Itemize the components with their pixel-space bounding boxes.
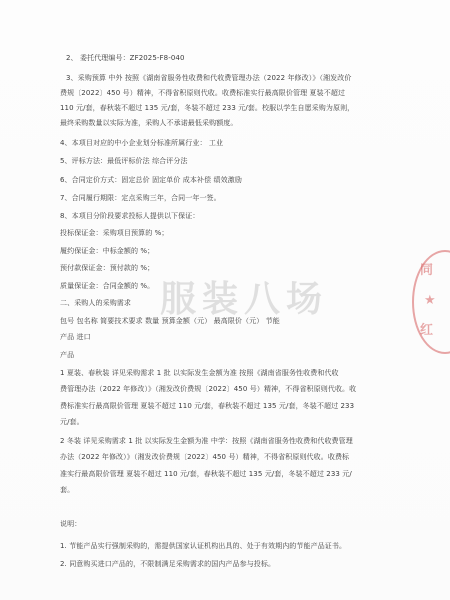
doc-line-advance-bond: 预付款保证金：预付款的 %；: [60, 264, 155, 272]
doc-row1-line-1: 1 夏装、春秋装 详见采购需求 1 批 以实际发生金额为准 按照《湖南省服务性收费和代收: [60, 369, 339, 377]
doc-row2-line-1: 2 冬装 详见采购需求 1 批 以实际发生金额为准 中学：按照《湖南省服务性收费和代收费管理: [60, 437, 353, 445]
doc-line-quality-bond: 质量保证金：合同金额的 %。: [60, 282, 155, 290]
doc-line-industry: 4、本项目对应的中小企业划分标准所属行业： 工业: [60, 139, 224, 147]
watermark-text: 服装八场: [160, 279, 329, 320]
stamp-char-2: 红: [420, 323, 434, 338]
doc-row1-line-4: 元/套。: [60, 418, 84, 426]
red-seal-stamp: [412, 250, 450, 354]
doc-table-header-2: 产品 进口: [60, 333, 91, 341]
stamp-char-1: 同: [420, 263, 434, 278]
stamp-star-icon: ★: [424, 293, 436, 308]
doc-line-budget-3: 110 元/套，春秋装不超过 135 元/套，冬装不超过 233 元/套。校服以学生自愿采购为原则，: [60, 104, 355, 112]
doc-row1-line-3: 费标准实行最高限价管理 夏装不超过 110 元/套，春秋装不超过 135 元/套，冬装不超过 233: [60, 402, 355, 410]
doc-row2-line-2: 办法（2022 年修改）》（湘发改价费规〔2022〕450 号）精神，不得省积原则代收。收费标: [60, 453, 350, 461]
doc-line-budget-2: 费规〔2022〕450 号）精神，不得省积原则代收。收费标准实行最高限价管理 夏装不超过: [60, 89, 346, 97]
doc-row2-line-4: 套。: [60, 486, 75, 494]
doc-notes-heading: 说明：: [60, 520, 82, 528]
doc-note-1: 1. 节能产品实行强制采购的，需提供国家认证机构出具的、处于有效期内的节能产品证书。: [60, 542, 347, 550]
doc-line-guarantee-intro: 8、本项目分阶段要求投标人提供以下保证：: [60, 212, 200, 220]
doc-row2-line-3: 准实行最高限价管理 夏装不超过 110 元/套，春秋装不超过 135 元/套，冬装不超过 233 元/: [60, 470, 352, 478]
doc-line-bid-bond: 投标保证金：采购项目预算的 %；: [60, 229, 169, 237]
doc-line-eval-method: 5、评标方法：最低评标价法 综合评分法: [60, 157, 188, 165]
doc-line-agent-number: 2、 委托代理编号：ZF2025-F8-040: [66, 54, 185, 62]
doc-row1-line-2: 费管理办法（2022 年修改）》（湘发改价费规〔2022〕450 号）精神，不得省积原则代收。收: [60, 385, 357, 393]
doc-line-term: 7、合同履行期限：定点采购三年，合同一年一签。: [60, 194, 221, 202]
doc-line-performance-bond: 履约保证金：中标金额的 %；: [60, 247, 155, 255]
doc-table-header-1: 包号 包名称 简要技术要求 数量 预算金额（元） 最高限价（元） 节能: [60, 317, 280, 325]
doc-line-budget-1: 3、采购预算 中外 按照《湖南省服务性收费和代收费管理办法（2022 年修改）》（湘发改价: [66, 74, 352, 82]
doc-line-pricing: 6、合同定价方式：固定总价 固定单价 成本补偿 绩效激励: [60, 176, 242, 184]
doc-line-budget-4: 最终采购数量以实际为准，采购人不承诺最低采购额度。: [60, 119, 238, 127]
doc-note-2: 2. 同意购买进口产品的，不限制满足采购需求的国内产品参与投标。: [60, 560, 276, 568]
doc-table-header-3: 产品: [60, 351, 75, 359]
doc-section-heading: 二、采购人的采购需求: [60, 299, 131, 307]
